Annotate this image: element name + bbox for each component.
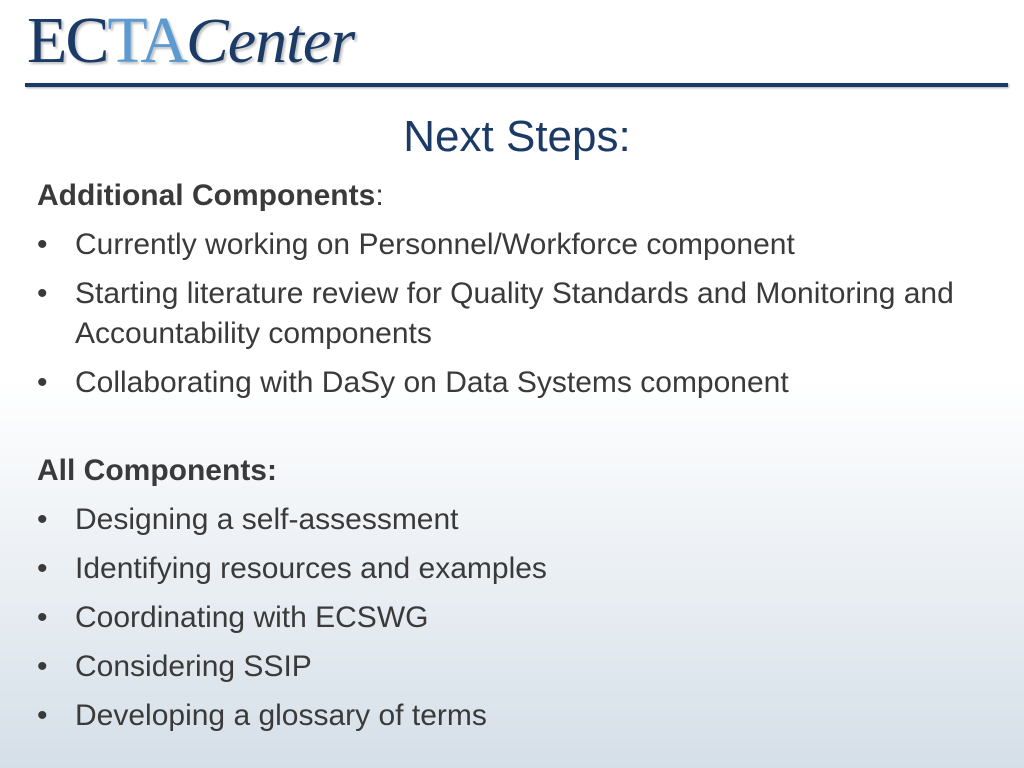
- bullet-icon: •: [37, 699, 48, 732]
- list-item-text: Designing a self-assessment: [75, 503, 459, 536]
- section-heading-colon: :: [375, 179, 384, 212]
- additional-components-section: [37, 176, 997, 403]
- slide-content: [37, 176, 997, 736]
- bullet-icon: •: [37, 650, 48, 683]
- list-item: [37, 274, 997, 354]
- all-components-section: [37, 451, 997, 736]
- list-item: [37, 647, 997, 687]
- bullet-icon: •: [37, 601, 48, 634]
- bullet-icon: •: [37, 277, 48, 310]
- list-item: [37, 549, 997, 589]
- logo-center: Center: [186, 5, 355, 76]
- list-item: [37, 363, 997, 403]
- logo-ec: EC: [27, 4, 108, 77]
- bullet-list: [37, 500, 997, 736]
- list-item-text: Starting literature review for Quality Standards and Monitoring and Accountability components: [75, 277, 954, 350]
- bullet-icon: •: [37, 552, 48, 585]
- list-item-text: Developing a glossary of terms: [75, 699, 487, 732]
- list-item: [37, 598, 997, 638]
- bullet-icon: •: [37, 366, 48, 399]
- section-heading: All Components:: [37, 454, 277, 487]
- ecta-center-logo: [27, 4, 355, 77]
- section-heading-text: Additional Components: [37, 179, 376, 212]
- bullet-icon: •: [37, 228, 48, 261]
- list-item: [37, 500, 997, 540]
- list-item: [37, 696, 997, 736]
- header-divider: [25, 83, 1008, 87]
- bullet-icon: •: [37, 503, 48, 536]
- section-heading: [37, 176, 997, 216]
- list-item-text: Considering SSIP: [75, 650, 312, 683]
- list-item-text: Currently working on Personnel/Workforce component: [75, 228, 795, 261]
- list-item: [37, 225, 997, 265]
- slide-title: Next Steps:: [403, 112, 631, 161]
- list-item-text: Identifying resources and examples: [75, 552, 547, 585]
- bullet-list: [37, 225, 997, 403]
- list-item-text: Collaborating with DaSy on Data Systems component: [75, 366, 789, 399]
- list-item-text: Coordinating with ECSWG: [75, 601, 429, 634]
- logo-ta: TA: [107, 4, 187, 77]
